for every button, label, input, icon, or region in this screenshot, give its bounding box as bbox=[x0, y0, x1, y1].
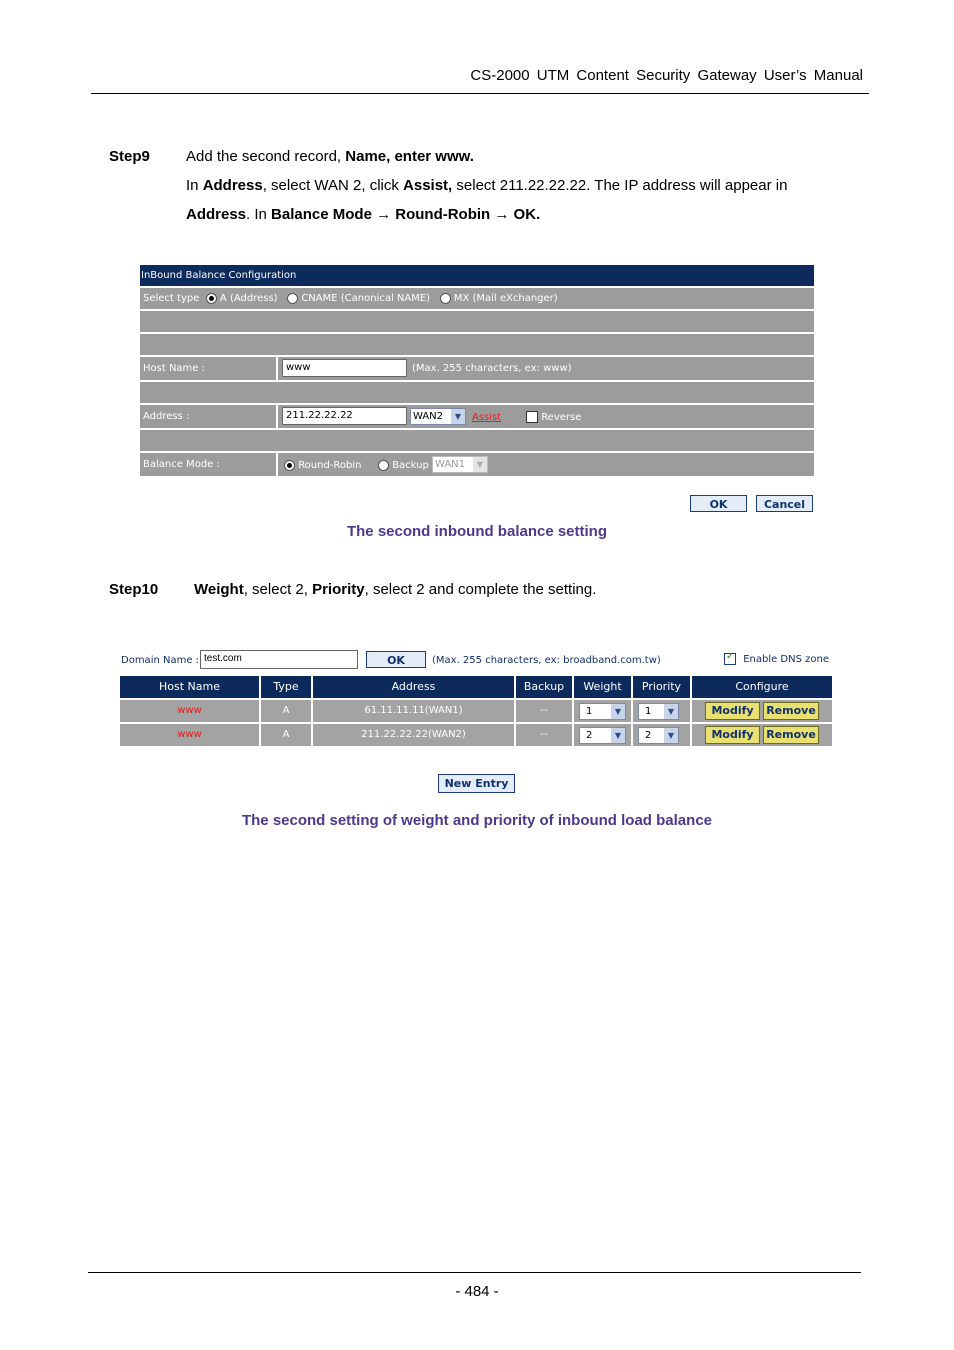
wan-select[interactable] bbox=[410, 408, 466, 425]
address-row bbox=[140, 405, 814, 428]
cancel-button[interactable]: Cancel bbox=[756, 495, 813, 512]
row-backup: -- bbox=[516, 724, 572, 746]
weight-select[interactable] bbox=[579, 727, 626, 744]
domain-ok-button[interactable]: OK bbox=[366, 651, 426, 668]
host-label: Host Name : bbox=[143, 363, 205, 374]
chevron-down-icon: ▼ bbox=[473, 457, 487, 472]
step9-line3-c: Balance Mode → Round-Robin → OK. bbox=[271, 206, 541, 223]
remove-button[interactable]: Remove bbox=[763, 726, 819, 744]
modify-button[interactable]: Modify bbox=[705, 702, 760, 720]
col-weight: Weight bbox=[574, 676, 631, 698]
step9-line3-b: . In bbox=[246, 206, 272, 223]
figure-caption-2: The second setting of weight and priority of inbound load balance bbox=[241, 812, 713, 829]
reverse-label: Reverse bbox=[541, 412, 582, 423]
step10-b: , select 2, bbox=[243, 581, 313, 598]
weight-value: 2 bbox=[586, 730, 593, 741]
row-backup: -- bbox=[516, 700, 572, 722]
inbound-balance-config-panel bbox=[140, 265, 814, 476]
round-robin-radio[interactable] bbox=[284, 460, 295, 471]
step9-label: Step9 bbox=[109, 148, 150, 165]
step10-d: , select 2 and complete the setting. bbox=[364, 581, 597, 598]
assist-link[interactable]: Assist bbox=[472, 412, 502, 423]
step10-c: Priority bbox=[312, 581, 365, 598]
step9-line2-c: , select WAN 2, click bbox=[262, 177, 404, 194]
header-rule bbox=[91, 93, 869, 94]
priority-select[interactable] bbox=[638, 727, 679, 744]
balance-mode-row bbox=[140, 453, 814, 476]
row-host: www bbox=[120, 700, 259, 722]
page-number: - 484 - bbox=[455, 1283, 499, 1300]
new-entry-button[interactable]: New Entry bbox=[438, 774, 515, 793]
step10-a: Weight bbox=[194, 581, 244, 598]
type-mx-label: MX (Mail eXchanger) bbox=[453, 293, 558, 304]
weight-value: 1 bbox=[586, 706, 593, 717]
step10-text bbox=[194, 581, 596, 598]
spacer-row bbox=[140, 430, 814, 451]
weight-select[interactable] bbox=[579, 703, 626, 720]
domain-name-label: Domain Name : bbox=[121, 655, 200, 666]
type-mx-radio[interactable] bbox=[440, 293, 451, 304]
spacer-row bbox=[140, 334, 814, 355]
config-title: InBound Balance Configuration bbox=[140, 265, 814, 286]
wan-select-value: WAN2 bbox=[413, 411, 444, 422]
host-hint: (Max. 255 characters, ex: www) bbox=[412, 363, 572, 374]
row-host: www bbox=[120, 724, 259, 746]
chevron-down-icon: ▼ bbox=[611, 728, 625, 743]
col-type: Type bbox=[261, 676, 311, 698]
col-address: Address bbox=[313, 676, 514, 698]
priority-select[interactable] bbox=[638, 703, 679, 720]
type-cname-radio[interactable] bbox=[287, 293, 298, 304]
backup-label: Backup bbox=[392, 460, 429, 471]
select-type-label: Select type bbox=[143, 293, 200, 304]
step9-text bbox=[186, 142, 787, 229]
domain-hint: (Max. 255 characters, ex: broadband.com.tw) bbox=[432, 655, 661, 666]
backup-wan-value: WAN1 bbox=[435, 459, 466, 470]
col-backup: Backup bbox=[516, 676, 572, 698]
row-type: A bbox=[261, 700, 311, 722]
checkmark-icon: ✓ bbox=[726, 651, 735, 662]
host-row bbox=[140, 357, 814, 380]
type-cname-label: CNAME (Canonical NAME) bbox=[301, 293, 431, 304]
backup-wan-select[interactable] bbox=[432, 456, 488, 473]
step9-line1-b: Name, enter www. bbox=[345, 148, 474, 165]
col-configure: Configure bbox=[692, 676, 832, 698]
step9-line2-b: Address bbox=[202, 177, 263, 194]
remove-button[interactable]: Remove bbox=[763, 702, 819, 720]
spacer-row bbox=[140, 382, 814, 403]
spacer-row bbox=[140, 311, 814, 332]
host-name-input[interactable]: www bbox=[282, 359, 407, 377]
chevron-down-icon: ▼ bbox=[664, 728, 678, 743]
footer-rule bbox=[88, 1272, 861, 1273]
address-input[interactable]: 211.22.22.22 bbox=[282, 407, 407, 425]
backup-radio[interactable] bbox=[378, 460, 389, 471]
type-a-label: A (Address) bbox=[219, 293, 278, 304]
row-address: 61.11.11.11(WAN1) bbox=[313, 700, 514, 722]
step9-line1-a: Add the second record, bbox=[186, 148, 346, 165]
step10-label: Step10 bbox=[109, 581, 159, 598]
step9-line2-e: select 211.22.22.22. The IP address will appear in bbox=[452, 177, 788, 194]
figure-caption-1: The second inbound balance setting bbox=[346, 523, 608, 540]
chevron-down-icon: ▼ bbox=[611, 704, 625, 719]
row-type: A bbox=[261, 724, 311, 746]
step9-line3-a: Address bbox=[186, 206, 247, 223]
chevron-down-icon: ▼ bbox=[664, 704, 678, 719]
priority-value: 1 bbox=[645, 706, 652, 717]
modify-button[interactable]: Modify bbox=[705, 726, 760, 744]
round-robin-label: Round-Robin bbox=[298, 460, 362, 471]
type-a-radio[interactable] bbox=[206, 293, 217, 304]
address-label: Address : bbox=[143, 411, 190, 422]
balance-mode-label: Balance Mode : bbox=[143, 459, 220, 470]
priority-value: 2 bbox=[645, 730, 652, 741]
col-host-name: Host Name bbox=[120, 676, 259, 698]
step9-line2-a: In bbox=[186, 177, 203, 194]
enable-dns-label: Enable DNS zone bbox=[743, 654, 829, 665]
chevron-down-icon: ▼ bbox=[451, 409, 465, 424]
step9-line2-d: Assist, bbox=[403, 177, 453, 194]
select-type-row bbox=[140, 288, 814, 309]
row-address: 211.22.22.22(WAN2) bbox=[313, 724, 514, 746]
manual-header: CS-2000 UTM Content Security Gateway User’s Manual bbox=[470, 67, 863, 84]
reverse-checkbox[interactable] bbox=[526, 411, 538, 423]
col-priority: Priority bbox=[633, 676, 690, 698]
ok-button[interactable]: OK bbox=[690, 495, 747, 512]
domain-name-input[interactable]: test.com bbox=[200, 650, 358, 669]
enable-dns-checkbox[interactable] bbox=[724, 653, 736, 665]
